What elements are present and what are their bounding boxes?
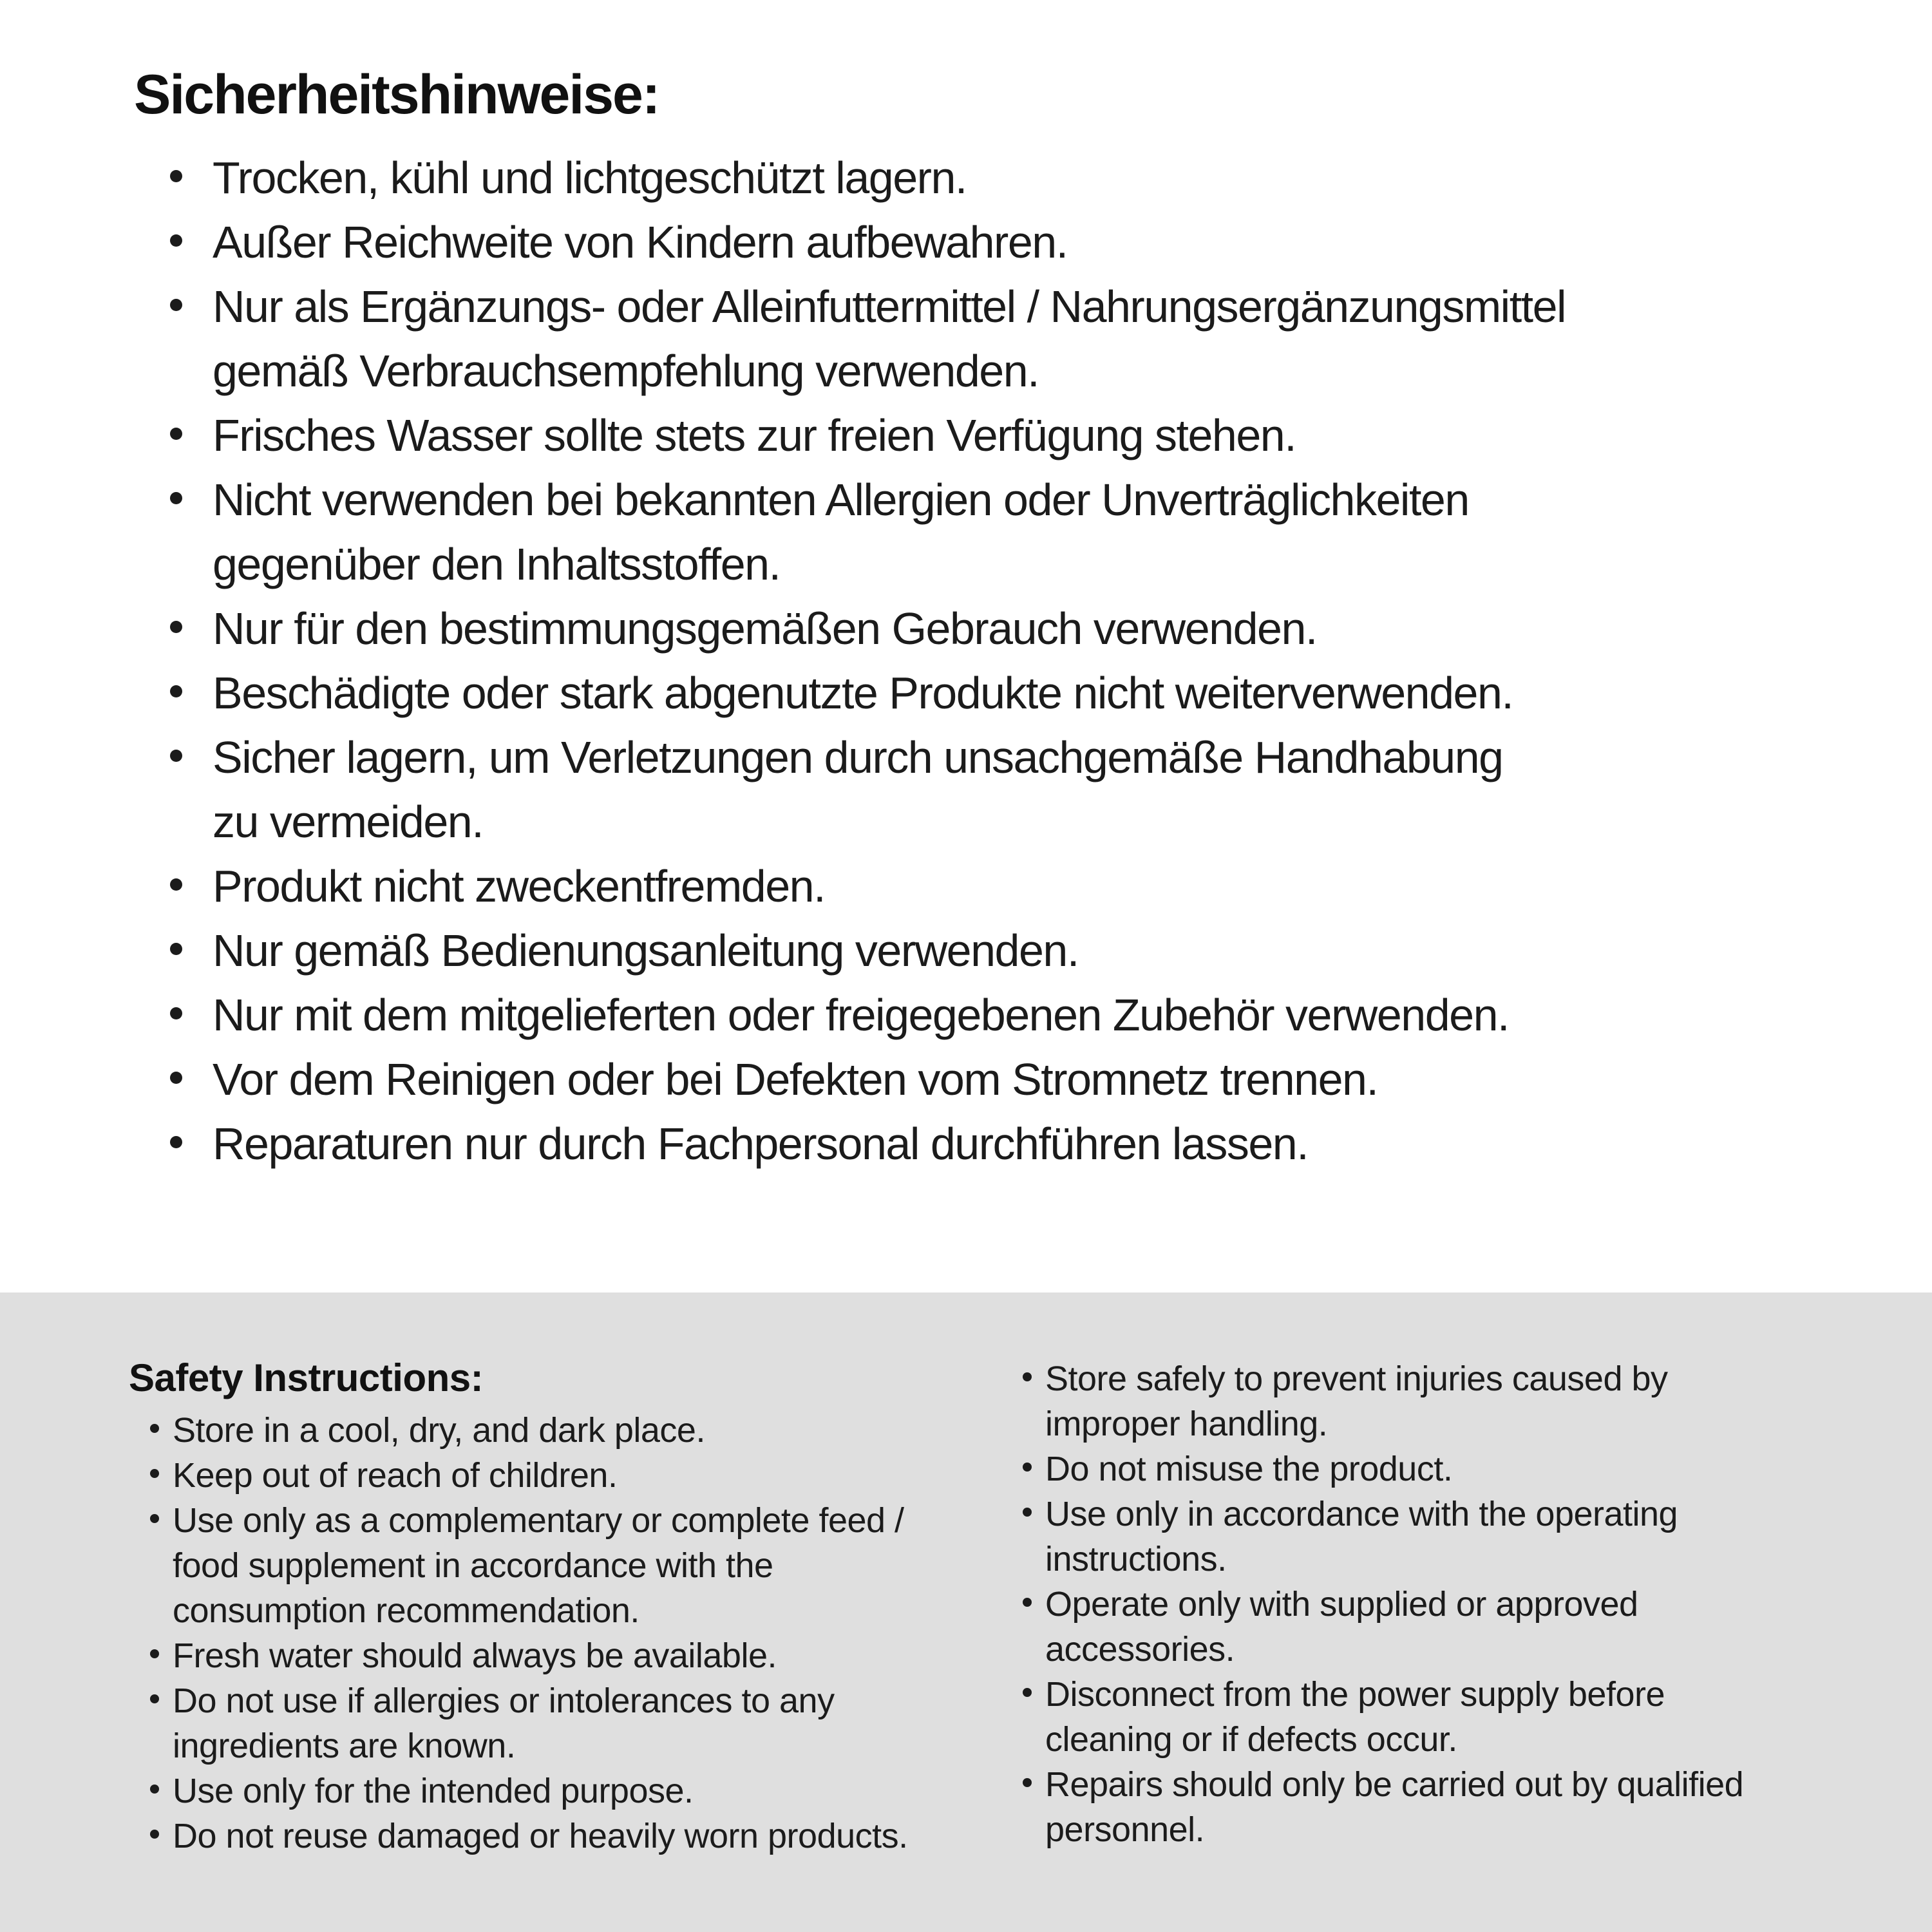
text-line: accessories. <box>1045 1630 1235 1669</box>
list-item <box>213 210 1566 274</box>
text-line: Fresh water should always be available. <box>173 1636 777 1675</box>
list-item <box>213 596 1566 661</box>
list-item <box>213 854 1566 918</box>
list-item <box>213 1047 1566 1112</box>
text-line: Reparaturen nur durch Fachpersonal durchführen lassen. <box>213 1119 1309 1169</box>
text-line: improper handling. <box>1045 1405 1328 1443</box>
text-line: Nur mit dem mitgelieferten oder freigegebenen Zubehör verwenden. <box>213 990 1509 1040</box>
text-line: Außer Reichweite von Kindern aufbewahren. <box>213 217 1068 267</box>
list-item <box>173 1768 908 1814</box>
text-line: food supplement in accordance with the <box>173 1546 773 1585</box>
text-line: Beschädigte oder stark abgenutzte Produkte nicht weiterverwenden. <box>213 668 1513 718</box>
list-item <box>213 274 1566 403</box>
english-safety-list-right <box>1045 1356 1743 1852</box>
text-line: consumption recommendation. <box>173 1591 639 1630</box>
text-line: Produkt nicht zweckentfremden. <box>213 861 826 911</box>
list-item <box>213 468 1566 596</box>
text-line: Repairs should only be carried out by qualified <box>1045 1765 1744 1804</box>
list-item <box>1045 1492 1743 1582</box>
list-item <box>213 725 1566 854</box>
text-line: personnel. <box>1045 1810 1205 1849</box>
text-line: Sicher lagern, um Verletzungen durch unsachgemäße Handhabung <box>213 732 1503 782</box>
list-item <box>213 918 1566 983</box>
text-line: Use only for the intended purpose. <box>173 1772 694 1810</box>
list-item <box>173 1408 908 1453</box>
list-item <box>173 1498 908 1633</box>
list-item <box>173 1814 908 1859</box>
list-item <box>213 1112 1566 1176</box>
text-line: zu vermeiden. <box>213 797 484 847</box>
german-heading: Sicherheitshinweise: <box>134 64 659 126</box>
german-safety-list <box>213 146 1566 1176</box>
text-line: Store safely to prevent injuries caused by <box>1045 1359 1668 1398</box>
text-line: ingredients are known. <box>173 1727 516 1765</box>
list-item <box>213 983 1566 1047</box>
text-line: Do not reuse damaged or heavily worn products. <box>173 1817 908 1855</box>
text-line: Use only as a complementary or complete feed / <box>173 1501 904 1540</box>
list-item <box>1045 1582 1743 1672</box>
text-line: Frisches Wasser sollte stets zur freien Verfügung stehen. <box>213 410 1296 460</box>
text-line: Nicht verwenden bei bekannten Allergien oder Unverträglichkeiten <box>213 475 1469 525</box>
text-line: instructions. <box>1045 1540 1227 1578</box>
list-item <box>173 1453 908 1498</box>
text-line: Use only in accordance with the operating <box>1045 1495 1678 1533</box>
text-line: Store in a cool, dry, and dark place. <box>173 1411 705 1450</box>
text-line: Nur als Ergänzungs- oder Alleinfuttermittel / Nahrungsergänzungsmittel <box>213 281 1566 332</box>
text-line: gegenüber den Inhaltsstoffen. <box>213 539 781 589</box>
text-line: Disconnect from the power supply before <box>1045 1675 1665 1714</box>
text-line: Do not misuse the product. <box>1045 1450 1453 1488</box>
english-heading: Safety Instructions: <box>129 1356 484 1399</box>
list-item <box>1045 1762 1743 1852</box>
list-item <box>1045 1672 1743 1762</box>
text-line: Do not use if allergies or intolerances to any <box>173 1681 835 1720</box>
text-line: Trocken, kühl und lichtgeschützt lagern. <box>213 153 967 203</box>
list-item <box>213 146 1566 210</box>
text-line: Keep out of reach of children. <box>173 1456 618 1495</box>
text-line: cleaning or if defects occur. <box>1045 1720 1457 1759</box>
text-line: Vor dem Reinigen oder bei Defekten vom Stromnetz trennen. <box>213 1054 1378 1104</box>
list-item <box>173 1633 908 1678</box>
list-item <box>1045 1356 1743 1446</box>
english-safety-list-left <box>173 1408 908 1859</box>
text-line: gemäß Verbrauchsempfehlung verwenden. <box>213 346 1039 396</box>
list-item <box>213 661 1566 725</box>
text-line: Operate only with supplied or approved <box>1045 1585 1638 1624</box>
list-item <box>213 403 1566 468</box>
list-item <box>1045 1446 1743 1492</box>
text-line: Nur gemäß Bedienungsanleitung verwenden. <box>213 925 1079 976</box>
text-line: Nur für den bestimmungsgemäßen Gebrauch verwenden. <box>213 603 1317 654</box>
list-item <box>173 1678 908 1768</box>
